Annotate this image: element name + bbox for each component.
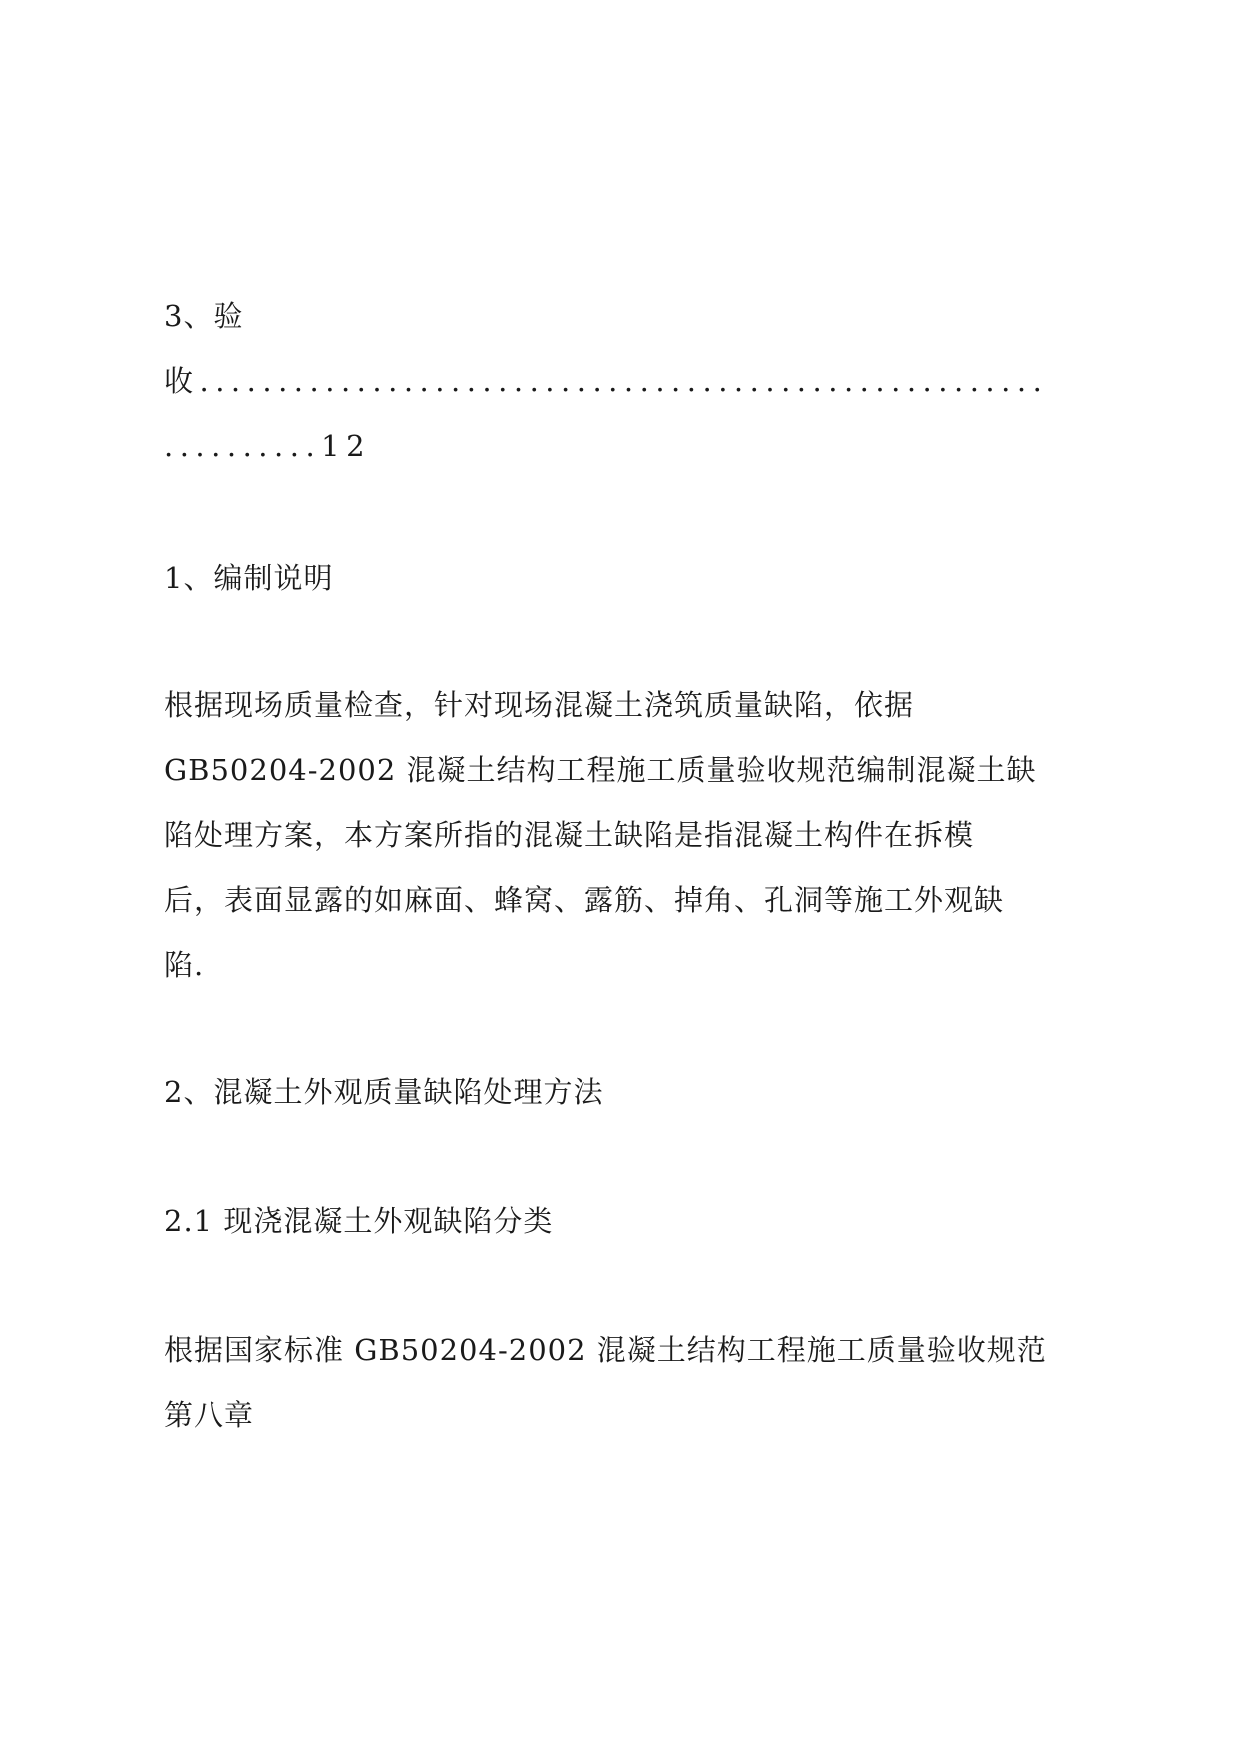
section-1-heading: 1、编制说明 [164,561,334,595]
section-1-para-line-2: GB50204-2002 混凝土结构工程施工质量验收规范编制混凝土缺 [164,753,1037,787]
section-2-para-line-2: 第八章 [164,1398,255,1432]
section-1-para-line-3: 陷处理方案，本方案所指的混凝土缺陷是指混凝土构件在拆模 [164,818,975,852]
section-2-heading: 2、混凝土外观质量缺陷处理方法 [164,1075,604,1109]
section-1-para-line-4: 后，表面显露的如麻面、蜂窝、露筋、掉角、孔洞等施工外观缺 [164,883,1005,917]
section-1-para-line-1: 根据现场质量检查，针对现场混凝土浇筑质量缺陷，依据 [164,688,915,722]
toc-item-3-page: ..........12 [164,429,372,463]
toc-item-3-continuation: 收...................................................... [164,364,1049,398]
section-2-1-heading: 2.1 现浇混凝土外观缺陷分类 [164,1204,554,1238]
section-2-para-line-1: 根据国家标准 GB50204-2002 混凝土结构工程施工质量验收规范 [164,1333,1047,1367]
toc-item-3-label: 3、验 [164,299,244,333]
section-1-para-line-5: 陷. [164,948,205,982]
